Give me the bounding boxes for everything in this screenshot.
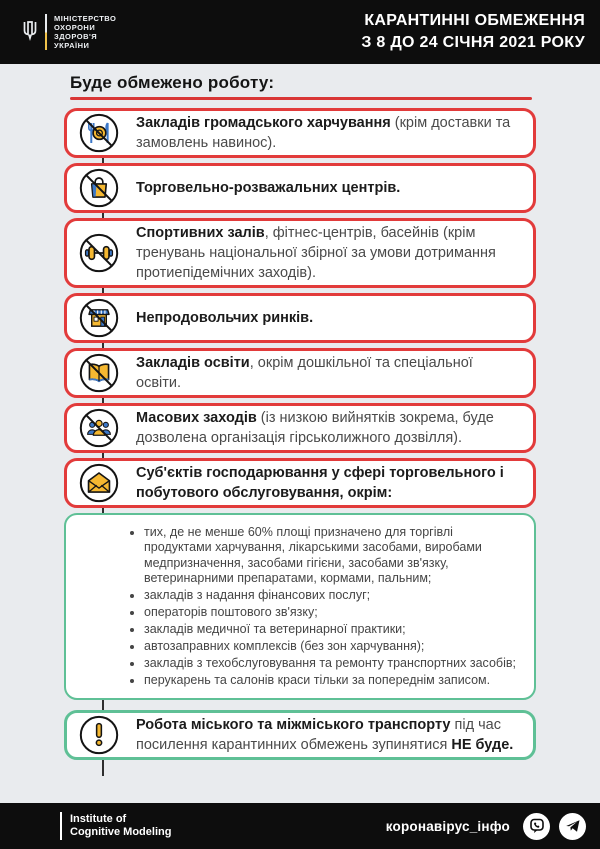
restriction-card-businesses — [64, 458, 536, 508]
no-shopping-bag-icon — [79, 168, 119, 208]
section-heading: Буде обмежено роботу: — [70, 73, 275, 92]
no-mass-events-icon — [79, 408, 119, 448]
institute-name-line1: Institute of — [70, 813, 127, 825]
transport-bold-1: Робота міського та міжміського транспорту — [136, 717, 451, 733]
institute-name — [70, 813, 171, 839]
no-market-icon — [79, 298, 119, 338]
restriction-bold: Закладів громадського харчування — [136, 115, 391, 131]
restriction-text — [136, 308, 313, 328]
channel-name: коронавірус_інфо — [385, 818, 510, 834]
ministry-name-line: ЗДОРОВ'Я — [54, 32, 98, 41]
page-title — [361, 10, 585, 54]
exception-item: • автозаправних комплексів (без зон харчування); — [144, 639, 516, 655]
exception-item: • операторів поштового зв'язку; — [144, 605, 516, 621]
page-title-line1: КАРАНТИННІ ОБМЕЖЕННЯ — [364, 12, 585, 29]
institute-name-line2: Cognitive Modeling — [70, 826, 172, 838]
restriction-bold: Масових заходів — [136, 410, 257, 426]
restriction-text — [136, 353, 519, 393]
transport-middle: під час посилення карантинних обмежень зупинятися — [136, 717, 501, 753]
restriction-card-gyms — [64, 218, 536, 288]
restriction-text — [136, 113, 519, 153]
restriction-rest: (із низкою вийнятків зокрема, буде дозволена організація гірськолижного дозвілля). — [136, 410, 494, 446]
ministry-name — [54, 14, 116, 50]
restriction-card-education — [64, 348, 536, 398]
exceptions-list — [66, 525, 516, 689]
telegram-icon[interactable] — [559, 813, 586, 840]
restriction-text — [136, 223, 519, 283]
no-education-icon — [79, 353, 119, 393]
footer-social — [386, 813, 586, 840]
transport-note-text — [136, 715, 519, 755]
transport-bold-2: НЕ буде. — [451, 737, 514, 753]
footer-bar — [0, 803, 600, 849]
restriction-bold: Непродовольчих ринків. — [136, 310, 314, 326]
restriction-text — [136, 408, 519, 448]
exceptions-card — [64, 513, 536, 700]
viber-icon[interactable] — [523, 813, 550, 840]
trident-icon — [22, 21, 38, 43]
footer-separator — [60, 812, 62, 840]
no-gym-icon — [79, 233, 119, 273]
restriction-bold: Торговельно-розважальних центрів. — [136, 180, 401, 196]
restriction-card-malls — [64, 163, 536, 213]
page-title-line2: З 8 ДО 24 СІЧНЯ 2021 РОКУ — [361, 34, 585, 51]
restriction-bold: Суб'єктів господарювання у сфері торговельного і побутового обслуговування, окрім: — [136, 465, 504, 501]
header-bar — [0, 0, 600, 64]
envelope-icon — [79, 463, 119, 503]
restriction-text — [136, 463, 519, 503]
exclamation-icon — [79, 715, 119, 755]
no-restaurant-icon — [79, 113, 119, 153]
restriction-rest: , окрім дошкільної та спеціальної освіти. — [136, 355, 473, 391]
restriction-rest: , фітнес-центрів, басейнів (крім тренувань національної збірної за умови дотримання протиепідемічних заходів). — [136, 225, 496, 281]
restriction-bold: Спортивних залів — [136, 225, 265, 241]
exception-item: • тих, де не менше 60% площі призначено для торгівлі продуктами харчування, лікарськими засобами, виробами медпризначення, засобами гігієни, засобами зв'язку, ветеринарними препаратами, кормами, пальним; — [144, 525, 516, 587]
exception-item: • закладів з техобслуговування та ремонту транспортних засобів; — [144, 656, 516, 672]
restriction-card-mass-events — [64, 403, 536, 453]
restriction-rest: (крім доставки та замовлень навинос). — [136, 115, 511, 151]
footer-credit — [60, 812, 171, 840]
heading-underline — [70, 97, 532, 100]
restriction-bold: Закладів освіти — [136, 355, 250, 371]
ministry-name-line: УКРАЇНИ — [54, 41, 90, 50]
exception-item: • закладів медичної та ветеринарної практики; — [144, 622, 516, 638]
restriction-card-markets — [64, 293, 536, 343]
transport-note-card — [64, 710, 536, 760]
ministry-name-line: ОХОРОНИ — [54, 23, 96, 32]
ministry-name-line: МІНІСТЕРСТВО — [54, 14, 117, 23]
restriction-text — [136, 178, 400, 198]
restriction-card-restaurants — [64, 108, 536, 158]
exception-item: • закладів з надання фінансових послуг; — [144, 588, 516, 604]
logo-separator — [45, 14, 47, 50]
content-area — [0, 64, 600, 760]
ministry-logo — [22, 14, 116, 50]
restriction-list — [64, 108, 536, 760]
exception-item: • перукарень та салонів краси тільки за попереднім записом. — [144, 673, 516, 689]
